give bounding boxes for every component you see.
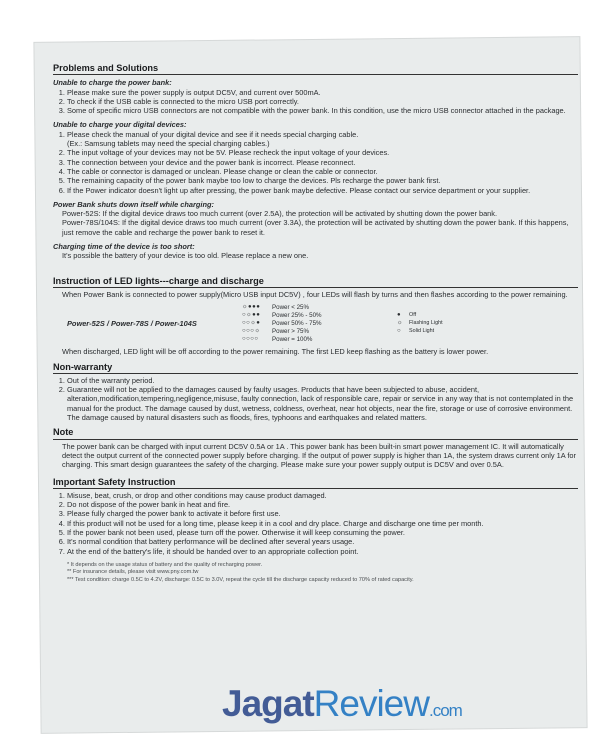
led-table (53, 303, 578, 343)
footnote: ** For insurance details, please visit www.pny.com.tw (67, 569, 199, 576)
legend-label: Flashing Light (409, 319, 443, 326)
led-title: Instruction of LED lights---charge and discharge (53, 277, 578, 288)
document-content (53, 64, 578, 584)
list-item (67, 130, 578, 149)
list-item: 2. Do not dispose of the power bank in heat and fire. (67, 500, 578, 509)
list-item: 1. Misuse, beat, crush, or drop and other conditions may cause product damaged. (67, 491, 578, 500)
led-row-label: Power 25% - 50% (272, 311, 322, 319)
shutdown-text-78s: Power-78S/104S: If the digital device draws too much current (over 3.3A), the protection will be activated by shutting down the power bank. If this happens, just remove the cable and recharge the power bank to reset it. (62, 218, 569, 237)
footnote: *** Test condition: charge 0.5C to 4.2V, discharge: 0.5C to 3.0V, repeat the cycle till the discharge capacity reduced to 70% of rated capacity. (67, 576, 414, 583)
shutdown-text-52s: Power-52S: If the digital device draws too much current (over 2.5A), the protection will be activated by shutting down the power bank. (62, 209, 498, 219)
led-intro: When Power Bank is connected to power supply(Micro USB input DC5V) , four LEDs will flash by turns and then flashes according to the power remaining. (62, 289, 568, 299)
unable-charge-dev-heading: Unable to charge your digital devices: (53, 120, 187, 130)
led-dots-icon: ○☼●● (242, 311, 261, 318)
shutdown-heading: Power Bank shuts down itself while charging: (53, 199, 214, 209)
logo-part2: Review (313, 683, 429, 724)
list-item: 5. The remaining capacity of the power bank maybe too low to charge the devices. Pls recharge the power bank first. (67, 176, 578, 185)
logo-part3: .com (428, 701, 462, 720)
led-row-label: Power 50% - 75% (272, 319, 322, 327)
led-legend (397, 311, 443, 335)
note-text: The power bank can be charged with input current DC5V 0.5A or 1A . This power bank has been built-in smart power management IC. It will automatically detect the output current of the connected power supply before charging. If the output of power supply is higher than 1A, the system draws current only 1A for charging. This smart design guarantees the safety of the charging. Please make sure your power supply output is DC5V and over 0.5A. (62, 441, 576, 470)
problems-title: Problems and Solutions (53, 64, 578, 75)
list-item: 5. If the power bank not been used, please turn off the power. Otherwise it will keep consuming the power. (67, 528, 578, 537)
legend-label: Solid Light (409, 327, 435, 334)
legend-label: Off (409, 311, 417, 318)
led-solid-icon: ○ (397, 327, 401, 334)
led-dots-icon: ○○☼● (242, 319, 261, 326)
led-row (242, 335, 397, 343)
list-item: 6. It's normal condition that battery performance will be declined after several years usage. (67, 537, 578, 546)
short-time-heading: Charging time of the device is too short: (53, 242, 195, 252)
legend-item (397, 327, 443, 335)
list-item: 2. The input voltage of your devices may not be 5V. Please recheck the input voltage of your devices. (67, 148, 578, 157)
led-rows (242, 303, 397, 343)
led-dots-icon: ○○○☼ (242, 327, 261, 334)
logo-part1: Jagat (222, 683, 314, 724)
list-item-text: Please check the manual of your digital device and see if it needs special charging cable. (67, 129, 359, 139)
led-dots-icon: ☼●●● (242, 303, 261, 310)
warranty-title: Non-warranty (53, 363, 578, 374)
led-off-icon: ● (397, 311, 401, 318)
jagatreview-watermark-logo (222, 683, 462, 725)
led-row-label: Power = 100% (272, 335, 313, 343)
list-item: 1. Please make sure the power supply is output DC5V, and current over 500mA. (67, 88, 578, 97)
led-row-label: Power < 25% (272, 303, 309, 311)
unable-charge-pb-heading: Unable to charge the power bank: (53, 78, 172, 88)
list-item: 3. Please fully charged the power bank to activate it before first use. (67, 509, 578, 518)
led-discharge: When discharged, LED light will be off according to the power remaining. The first LED keep flashing as the battery is lower power. (62, 347, 489, 357)
footnotes (53, 562, 578, 584)
list-item: 3. Some of specific micro USB connectors are not compatible with the power bank. In this condition, use the micro USB connector attached in the package. (67, 106, 578, 115)
list-item: 3. The connection between your device and the power bank is incorrect. Please reconnect. (67, 158, 578, 167)
list-item-note: (Ex.: Samsung tablets may need the special charging cables.) (67, 139, 270, 149)
note-title: Note (53, 428, 578, 439)
led-flashing-icon: ☼ (397, 319, 403, 326)
list-item: 6. If the Power indicator doesn't light up after pressing, the power bank maybe defective. Please contact our service department or your supplier. (67, 186, 578, 195)
list-item: 7. At the end of the battery's life, it should be handed over to an appropriate collection point. (67, 547, 578, 556)
list-item: 4. If this product will not be used for a long time, please keep it in a cool and dry place. Charge and discharge one time per month. (67, 519, 578, 528)
list-item: 4. The cable or connector is damaged or unclean. Please change or clean the cable or connector. (67, 167, 578, 176)
led-models: Power-52S / Power-78S / Power-104S (67, 318, 197, 328)
footnote: * It depends on the usage status of battery and the quality of recharging power. (67, 561, 263, 568)
list-item: 2. To check if the USB cable is connected to the micro USB port correctly. (67, 97, 578, 106)
short-time-text: It's possible the battery of your device is too old. Please replace a new one. (62, 251, 309, 261)
safety-title: Important Safety Instruction (53, 478, 578, 489)
led-row-label: Power > 75% (272, 327, 309, 335)
list-item: 2. Guarantee will not be applied to the damages caused by faulty usages. Products that have been subjected to abuse, accident, alteration,modification,tempering,negligence,misuse, faulty connection, lack of responsible care, repair or service in any way that is not contemplated in the manual for the product. The damage caused by dust, wetness, coldness, overheat, near hot objects, near the fire, storage or use of corrosive environment. The damage caused by natural disasters such as floods, fires, typhoons and earthquakes and related matters. (67, 385, 578, 422)
list-item: 1. Out of the warranty period. (67, 376, 578, 385)
led-dots-icon: ○○○○ (242, 335, 259, 342)
